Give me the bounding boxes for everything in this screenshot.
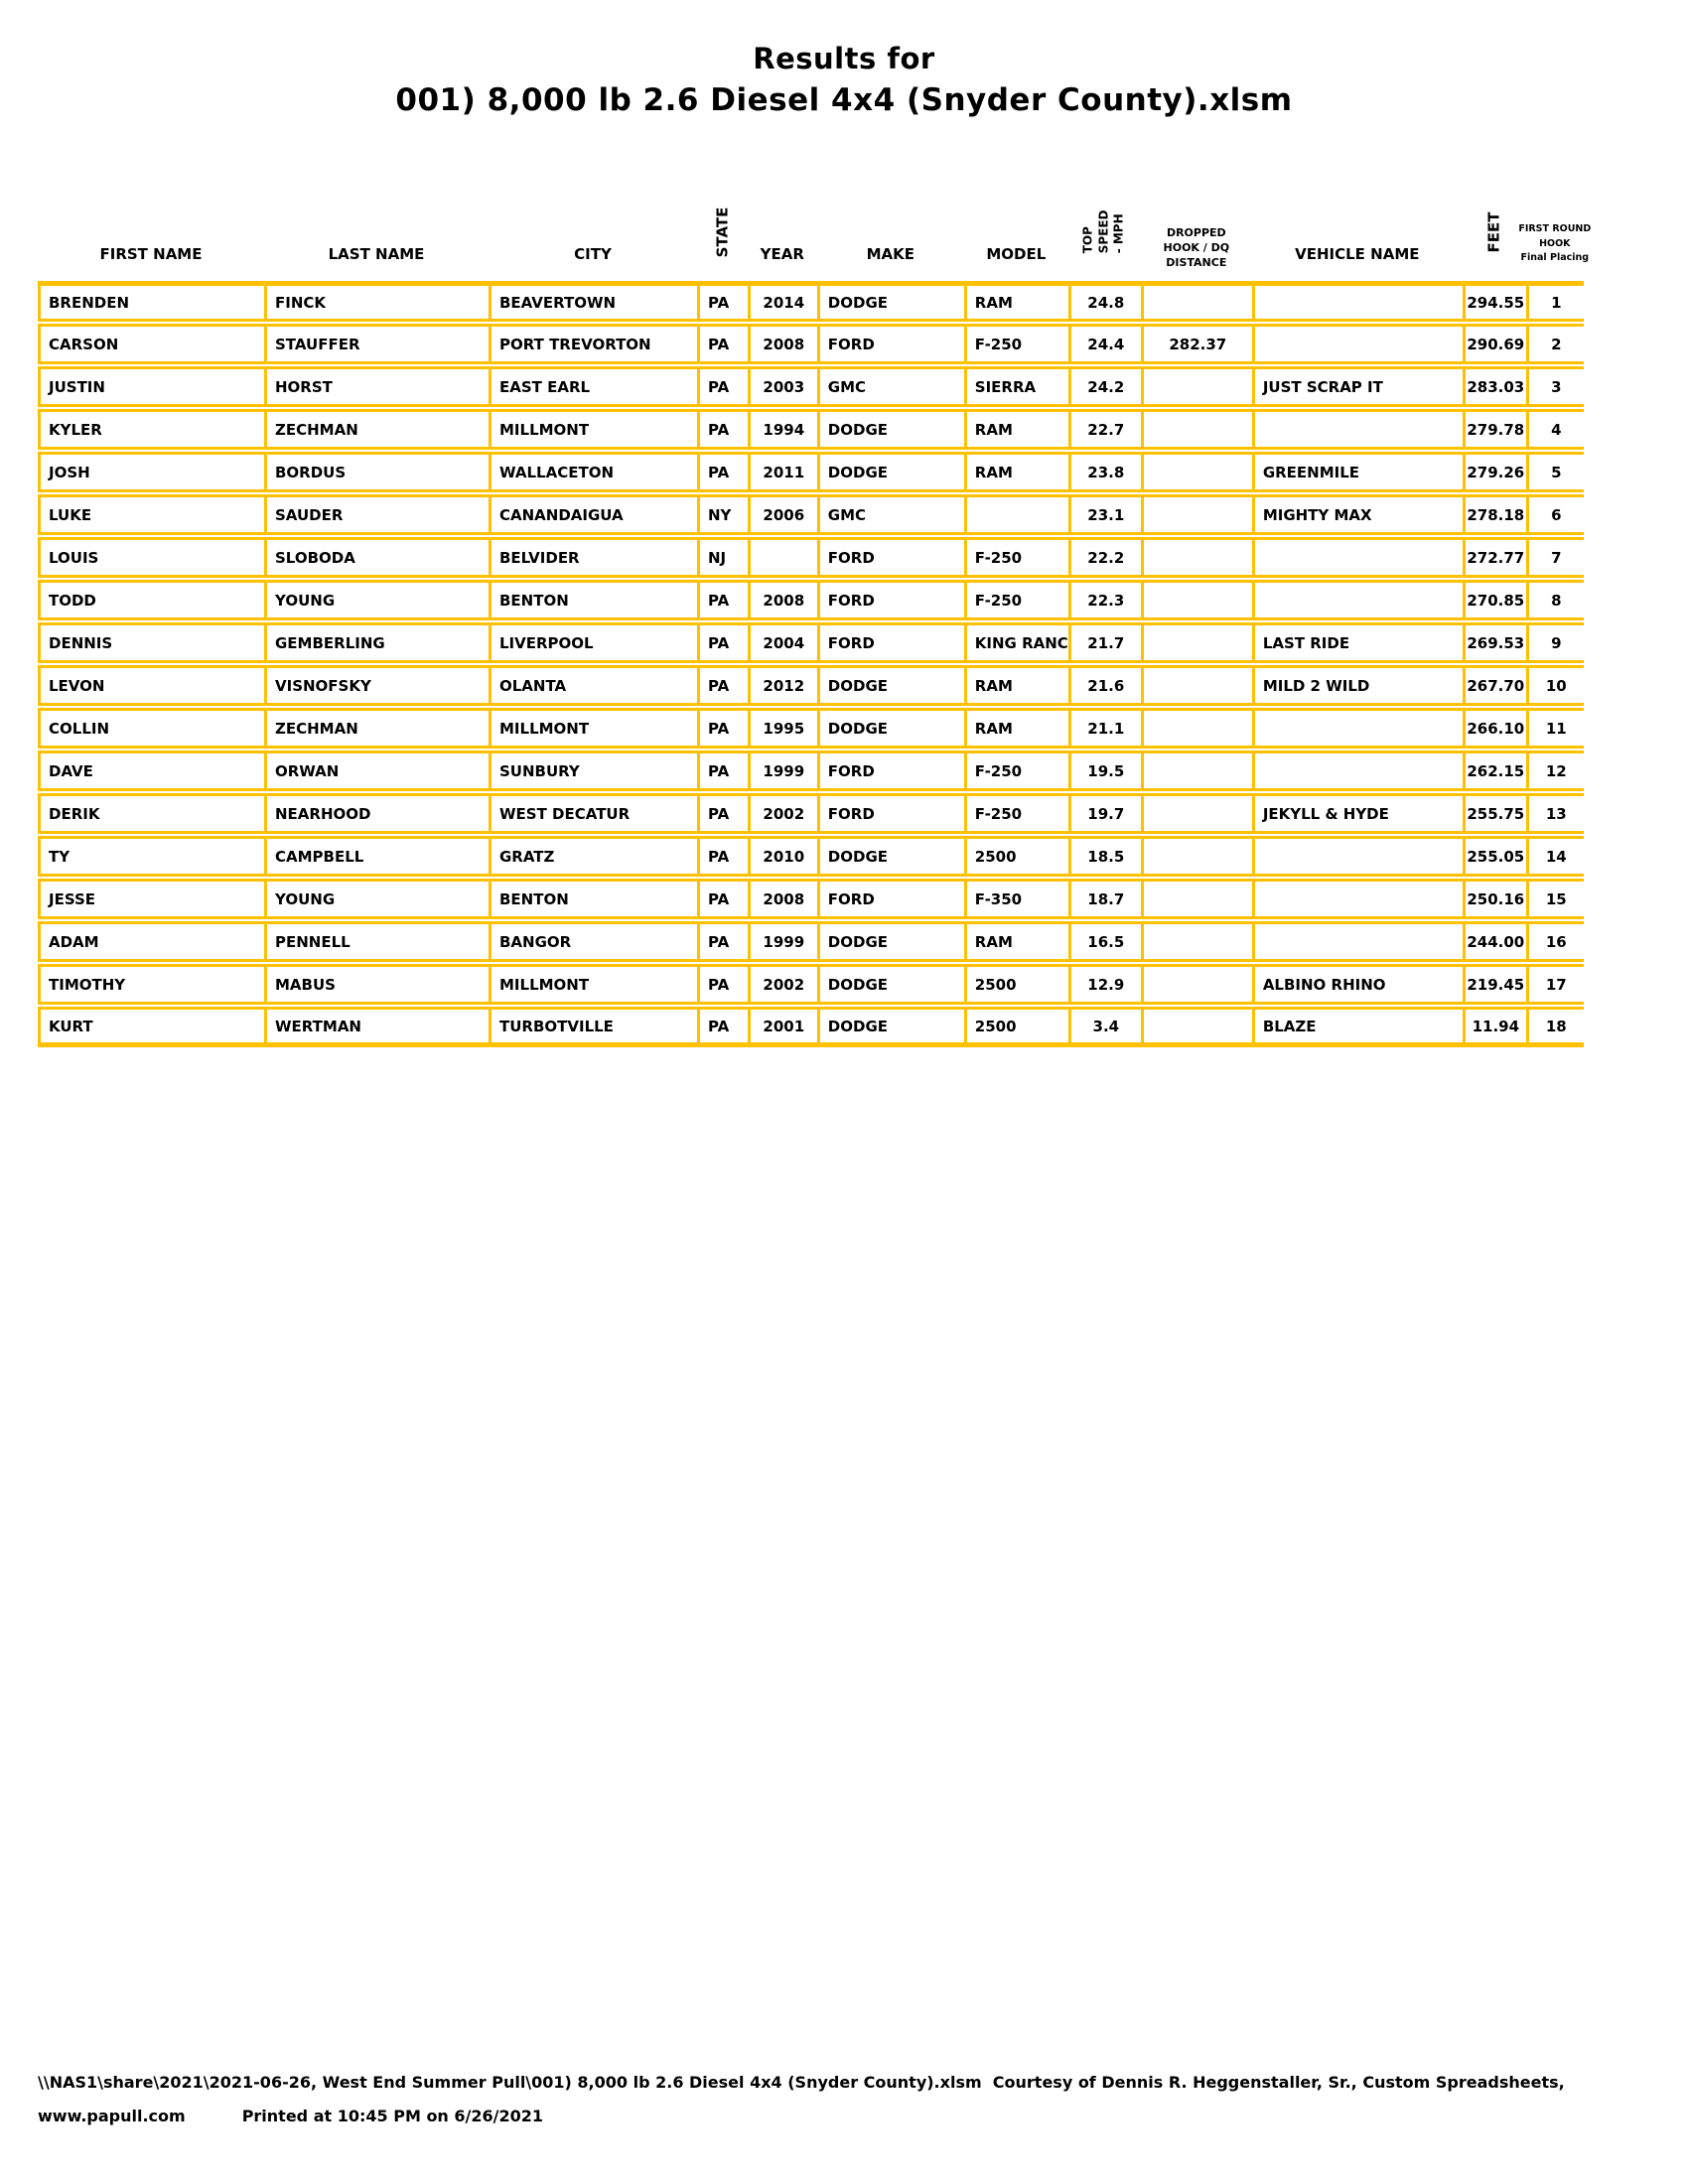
cell-state: PA xyxy=(697,580,748,620)
table-row xyxy=(38,1007,1584,1047)
cell-first-name: JUSTIN xyxy=(38,366,264,407)
cell-top-speed: 21.6 xyxy=(1068,665,1141,706)
cell-top-speed: 18.5 xyxy=(1068,836,1141,877)
cell-last-name: WERTMAN xyxy=(264,1007,489,1047)
cell-vehicle-name xyxy=(1252,409,1463,450)
cell-year: 2002 xyxy=(748,793,817,834)
cell-year: 2001 xyxy=(748,1007,817,1047)
cell-state: PA xyxy=(697,751,748,791)
state-vertical-label: STATE xyxy=(713,206,732,257)
cell-year: 2008 xyxy=(748,580,817,620)
table-row xyxy=(38,751,1584,791)
cell-first-name: CARSON xyxy=(38,324,264,364)
table-row xyxy=(38,879,1584,919)
cell-first-name: DAVE xyxy=(38,751,264,791)
cell-year: 2002 xyxy=(748,964,817,1005)
cell-first-name: LUKE xyxy=(38,494,264,535)
cell-city: MILLMONT xyxy=(489,409,697,450)
cell-year: 1994 xyxy=(748,409,817,450)
cell-last-name: SAUDER xyxy=(264,494,489,535)
cell-make: FORD xyxy=(817,751,964,791)
cell-placing: 18 xyxy=(1526,1007,1584,1047)
table-row xyxy=(38,964,1584,1005)
col-header-dropped-hook: DROPPED HOOK / DQ DISTANCE xyxy=(1163,226,1230,270)
cell-dropped-hook xyxy=(1141,921,1252,962)
cell-city: BEAVERTOWN xyxy=(489,281,697,322)
cell-state: PA xyxy=(697,409,748,450)
cell-make: DODGE xyxy=(817,409,964,450)
cell-vehicle-name xyxy=(1252,708,1463,749)
cell-model: KING RANC xyxy=(964,622,1068,663)
feet-vertical-label: FEET xyxy=(1484,211,1503,252)
col-header-make: MAKE xyxy=(866,245,914,263)
cell-last-name: NEARHOOD xyxy=(264,793,489,834)
table-row xyxy=(38,494,1584,535)
top-speed-vertical-label: TOP SPEED - MPH xyxy=(1080,209,1127,253)
cell-model: F-250 xyxy=(964,537,1068,578)
cell-city: PORT TREVORTON xyxy=(489,324,697,364)
cell-placing: 10 xyxy=(1526,665,1584,706)
cell-first-name: JOSH xyxy=(38,452,264,492)
col-header-state xyxy=(697,184,748,279)
cell-last-name: STAUFFER xyxy=(264,324,489,364)
cell-top-speed: 22.2 xyxy=(1068,537,1141,578)
cell-model: RAM xyxy=(964,665,1068,706)
table-row xyxy=(38,324,1584,364)
cell-dropped-hook xyxy=(1141,452,1252,492)
cell-dropped-hook xyxy=(1141,281,1252,322)
cell-city: CANANDAIGUA xyxy=(489,494,697,535)
cell-model: F-250 xyxy=(964,793,1068,834)
cell-top-speed: 24.2 xyxy=(1068,366,1141,407)
footer xyxy=(38,2075,1656,2124)
cell-model: 2500 xyxy=(964,1007,1068,1047)
table-row xyxy=(38,836,1584,877)
cell-vehicle-name: ALBINO RHINO xyxy=(1252,964,1463,1005)
cell-state: PA xyxy=(697,665,748,706)
cell-city: BENTON xyxy=(489,879,697,919)
cell-first-name: ADAM xyxy=(38,921,264,962)
table-row xyxy=(38,580,1584,620)
cell-feet: 266.10 xyxy=(1463,708,1526,749)
cell-vehicle-name xyxy=(1252,281,1463,322)
cell-dropped-hook xyxy=(1141,409,1252,450)
cell-last-name: HORST xyxy=(264,366,489,407)
cell-first-name: DERIK xyxy=(38,793,264,834)
cell-first-name: JESSE xyxy=(38,879,264,919)
cell-make: FORD xyxy=(817,537,964,578)
table-row xyxy=(38,281,1584,322)
cell-top-speed: 12.9 xyxy=(1068,964,1141,1005)
cell-first-name: TIMOTHY xyxy=(38,964,264,1005)
cell-placing: 13 xyxy=(1526,793,1584,834)
cell-last-name: ZECHMAN xyxy=(264,708,489,749)
cell-feet: 250.16 xyxy=(1463,879,1526,919)
cell-last-name: GEMBERLING xyxy=(264,622,489,663)
cell-year: 2008 xyxy=(748,879,817,919)
cell-first-name: DENNIS xyxy=(38,622,264,663)
cell-city: EAST EARL xyxy=(489,366,697,407)
cell-feet: 270.85 xyxy=(1463,580,1526,620)
cell-feet: 279.78 xyxy=(1463,409,1526,450)
cell-feet: 269.53 xyxy=(1463,622,1526,663)
cell-state: PA xyxy=(697,921,748,962)
cell-last-name: CAMPBELL xyxy=(264,836,489,877)
cell-top-speed: 21.7 xyxy=(1068,622,1141,663)
cell-top-speed: 22.3 xyxy=(1068,580,1141,620)
cell-model: RAM xyxy=(964,708,1068,749)
cell-city: MILLMONT xyxy=(489,708,697,749)
cell-vehicle-name xyxy=(1252,751,1463,791)
cell-last-name: YOUNG xyxy=(264,580,489,620)
cell-state: PA xyxy=(697,366,748,407)
cell-year: 1999 xyxy=(748,921,817,962)
cell-feet: 272.77 xyxy=(1463,537,1526,578)
cell-dropped-hook xyxy=(1141,665,1252,706)
cell-placing: 12 xyxy=(1526,751,1584,791)
cell-vehicle-name: GREENMILE xyxy=(1252,452,1463,492)
cell-vehicle-name xyxy=(1252,580,1463,620)
cell-dropped-hook: 282.37 xyxy=(1141,324,1252,364)
cell-feet: 255.05 xyxy=(1463,836,1526,877)
cell-make: GMC xyxy=(817,494,964,535)
cell-dropped-hook xyxy=(1141,793,1252,834)
cell-model: F-350 xyxy=(964,879,1068,919)
cell-year: 2004 xyxy=(748,622,817,663)
cell-vehicle-name: JEKYLL & HYDE xyxy=(1252,793,1463,834)
cell-city: WEST DECATUR xyxy=(489,793,697,834)
cell-year xyxy=(748,537,817,578)
cell-make: DODGE xyxy=(817,452,964,492)
cell-dropped-hook xyxy=(1141,836,1252,877)
cell-state: PA xyxy=(697,879,748,919)
cell-feet: 11.94 xyxy=(1463,1007,1526,1047)
cell-first-name: KURT xyxy=(38,1007,264,1047)
cell-dropped-hook xyxy=(1141,964,1252,1005)
cell-first-name: TY xyxy=(38,836,264,877)
cell-year: 1999 xyxy=(748,751,817,791)
cell-feet: 290.69 xyxy=(1463,324,1526,364)
cell-vehicle-name xyxy=(1252,921,1463,962)
cell-model: RAM xyxy=(964,281,1068,322)
cell-dropped-hook xyxy=(1141,1007,1252,1047)
cell-placing: 8 xyxy=(1526,580,1584,620)
cell-model: RAM xyxy=(964,409,1068,450)
col-header-vehicle-name: VEHICLE NAME xyxy=(1295,245,1420,263)
cell-placing: 11 xyxy=(1526,708,1584,749)
cell-city: TURBOTVILLE xyxy=(489,1007,697,1047)
cell-placing: 16 xyxy=(1526,921,1584,962)
cell-state: PA xyxy=(697,836,748,877)
cell-feet: 219.45 xyxy=(1463,964,1526,1005)
cell-top-speed: 16.5 xyxy=(1068,921,1141,962)
cell-year: 1995 xyxy=(748,708,817,749)
table-row xyxy=(38,708,1584,749)
cell-city: LIVERPOOL xyxy=(489,622,697,663)
cell-top-speed: 21.1 xyxy=(1068,708,1141,749)
cell-model: RAM xyxy=(964,921,1068,962)
cell-vehicle-name: LAST RIDE xyxy=(1252,622,1463,663)
col-header-first-name: FIRST NAME xyxy=(99,245,203,263)
cell-vehicle-name xyxy=(1252,537,1463,578)
cell-placing: 14 xyxy=(1526,836,1584,877)
col-header-top-speed xyxy=(1068,184,1141,279)
cell-last-name: ORWAN xyxy=(264,751,489,791)
cell-vehicle-name: MIGHTY MAX xyxy=(1252,494,1463,535)
cell-make: DODGE xyxy=(817,1007,964,1047)
cell-placing: 5 xyxy=(1526,452,1584,492)
cell-last-name: VISNOFSKY xyxy=(264,665,489,706)
cell-state: PA xyxy=(697,1007,748,1047)
cell-make: FORD xyxy=(817,879,964,919)
footer-second-line xyxy=(38,2109,1656,2124)
cell-dropped-hook xyxy=(1141,879,1252,919)
col-header-city: CITY xyxy=(574,245,612,263)
cell-vehicle-name xyxy=(1252,324,1463,364)
footer-file-path-line: \\NAS1\share\2021\2021-06-26, West End Summer Pull\001) 8,000 lb 2.6 Diesel 4x4 (Snyder County).xlsm Courtesy of Dennis R. Heggenstaller, Sr., Custom Spreadsheets, xyxy=(38,2073,1565,2092)
cell-last-name: PENNELL xyxy=(264,921,489,962)
cell-vehicle-name: BLAZE xyxy=(1252,1007,1463,1047)
cell-dropped-hook xyxy=(1141,580,1252,620)
cell-placing: 15 xyxy=(1526,879,1584,919)
cell-top-speed: 19.7 xyxy=(1068,793,1141,834)
cell-state: NJ xyxy=(697,537,748,578)
table-row xyxy=(38,366,1584,407)
cell-year: 2003 xyxy=(748,366,817,407)
cell-city: OLANTA xyxy=(489,665,697,706)
cell-city: GRATZ xyxy=(489,836,697,877)
cell-make: DODGE xyxy=(817,665,964,706)
cell-top-speed: 3.4 xyxy=(1068,1007,1141,1047)
cell-dropped-hook xyxy=(1141,708,1252,749)
cell-make: DODGE xyxy=(817,836,964,877)
results-table xyxy=(38,182,1592,1049)
cell-last-name: SLOBODA xyxy=(264,537,489,578)
cell-vehicle-name: MILD 2 WILD xyxy=(1252,665,1463,706)
cell-feet: 294.55 xyxy=(1463,281,1526,322)
cell-city: SUNBURY xyxy=(489,751,697,791)
cell-feet: 278.18 xyxy=(1463,494,1526,535)
cell-placing: 3 xyxy=(1526,366,1584,407)
cell-feet: 279.26 xyxy=(1463,452,1526,492)
cell-first-name: TODD xyxy=(38,580,264,620)
cell-model: SIERRA xyxy=(964,366,1068,407)
cell-state: PA xyxy=(697,324,748,364)
cell-dropped-hook xyxy=(1141,622,1252,663)
cell-top-speed: 23.1 xyxy=(1068,494,1141,535)
cell-state: PA xyxy=(697,622,748,663)
cell-city: MILLMONT xyxy=(489,964,697,1005)
cell-placing: 7 xyxy=(1526,537,1584,578)
cell-first-name: LEVON xyxy=(38,665,264,706)
cell-feet: 255.75 xyxy=(1463,793,1526,834)
cell-year: 2010 xyxy=(748,836,817,877)
col-header-placing xyxy=(1518,184,1592,279)
cell-make: GMC xyxy=(817,366,964,407)
cell-year: 2011 xyxy=(748,452,817,492)
cell-model: F-250 xyxy=(964,580,1068,620)
cell-state: PA xyxy=(697,964,748,1005)
cell-state: PA xyxy=(697,452,748,492)
cell-model: F-250 xyxy=(964,324,1068,364)
cell-model: 2500 xyxy=(964,964,1068,1005)
cell-make: FORD xyxy=(817,793,964,834)
cell-city: WALLACETON xyxy=(489,452,697,492)
cell-year: 2008 xyxy=(748,324,817,364)
cell-model: RAM xyxy=(964,452,1068,492)
cell-placing: 1 xyxy=(1526,281,1584,322)
cell-make: FORD xyxy=(817,580,964,620)
results-table-body xyxy=(38,281,1584,1047)
cell-placing: 4 xyxy=(1526,409,1584,450)
cell-city: BANGOR xyxy=(489,921,697,962)
cell-feet: 244.00 xyxy=(1463,921,1526,962)
cell-make: DODGE xyxy=(817,281,964,322)
cell-vehicle-name xyxy=(1252,836,1463,877)
cell-vehicle-name: JUST SCRAP IT xyxy=(1252,366,1463,407)
table-row xyxy=(38,622,1584,663)
cell-make: FORD xyxy=(817,324,964,364)
table-row xyxy=(38,665,1584,706)
cell-top-speed: 19.5 xyxy=(1068,751,1141,791)
cell-top-speed: 22.7 xyxy=(1068,409,1141,450)
cell-state: PA xyxy=(697,281,748,322)
page-subtitle-filename: 001) 8,000 lb 2.6 Diesel 4x4 (Snyder County).xlsm xyxy=(395,82,1293,118)
cell-city: BELVIDER xyxy=(489,537,697,578)
cell-first-name: KYLER xyxy=(38,409,264,450)
cell-last-name: MABUS xyxy=(264,964,489,1005)
cell-feet: 267.70 xyxy=(1463,665,1526,706)
cell-vehicle-name xyxy=(1252,879,1463,919)
cell-first-name: BRENDEN xyxy=(38,281,264,322)
cell-year: 2012 xyxy=(748,665,817,706)
cell-city: BENTON xyxy=(489,580,697,620)
cell-model: F-250 xyxy=(964,751,1068,791)
cell-dropped-hook xyxy=(1141,366,1252,407)
cell-placing: 2 xyxy=(1526,324,1584,364)
cell-top-speed: 23.8 xyxy=(1068,452,1141,492)
page-title: Results for xyxy=(753,42,935,75)
cell-placing: 17 xyxy=(1526,964,1584,1005)
cell-make: DODGE xyxy=(817,964,964,1005)
cell-top-speed: 24.8 xyxy=(1068,281,1141,322)
cell-model xyxy=(964,494,1068,535)
cell-top-speed: 24.4 xyxy=(1068,324,1141,364)
cell-first-name: LOUIS xyxy=(38,537,264,578)
cell-dropped-hook xyxy=(1141,494,1252,535)
cell-last-name: YOUNG xyxy=(264,879,489,919)
placing-header-label: FIRST ROUND HOOK Final Placing xyxy=(1518,223,1592,263)
cell-last-name: ZECHMAN xyxy=(264,409,489,450)
cell-make: DODGE xyxy=(817,708,964,749)
cell-state: PA xyxy=(697,793,748,834)
footer-website: www.papull.com xyxy=(38,2107,186,2125)
cell-model: 2500 xyxy=(964,836,1068,877)
cell-first-name: COLLIN xyxy=(38,708,264,749)
table-row xyxy=(38,921,1584,962)
cell-year: 2014 xyxy=(748,281,817,322)
header-row xyxy=(38,184,1584,279)
cell-make: DODGE xyxy=(817,921,964,962)
cell-feet: 262.15 xyxy=(1463,751,1526,791)
table-row xyxy=(38,537,1584,578)
cell-top-speed: 18.7 xyxy=(1068,879,1141,919)
cell-state: NY xyxy=(697,494,748,535)
cell-make: FORD xyxy=(817,622,964,663)
table-row xyxy=(38,793,1584,834)
cell-placing: 9 xyxy=(1526,622,1584,663)
footer-printed-timestamp: Printed at 10:45 PM on 6/26/2021 xyxy=(241,2107,544,2125)
cell-dropped-hook xyxy=(1141,751,1252,791)
cell-year: 2006 xyxy=(748,494,817,535)
cell-dropped-hook xyxy=(1141,537,1252,578)
cell-feet: 283.03 xyxy=(1463,366,1526,407)
table-row xyxy=(38,409,1584,450)
col-header-year: YEAR xyxy=(760,245,804,263)
col-header-model: MODEL xyxy=(986,245,1047,263)
cell-state: PA xyxy=(697,708,748,749)
cell-last-name: FINCK xyxy=(264,281,489,322)
cell-placing: 6 xyxy=(1526,494,1584,535)
table-row xyxy=(38,452,1584,492)
col-header-last-name: LAST NAME xyxy=(328,245,425,263)
cell-last-name: BORDUS xyxy=(264,452,489,492)
